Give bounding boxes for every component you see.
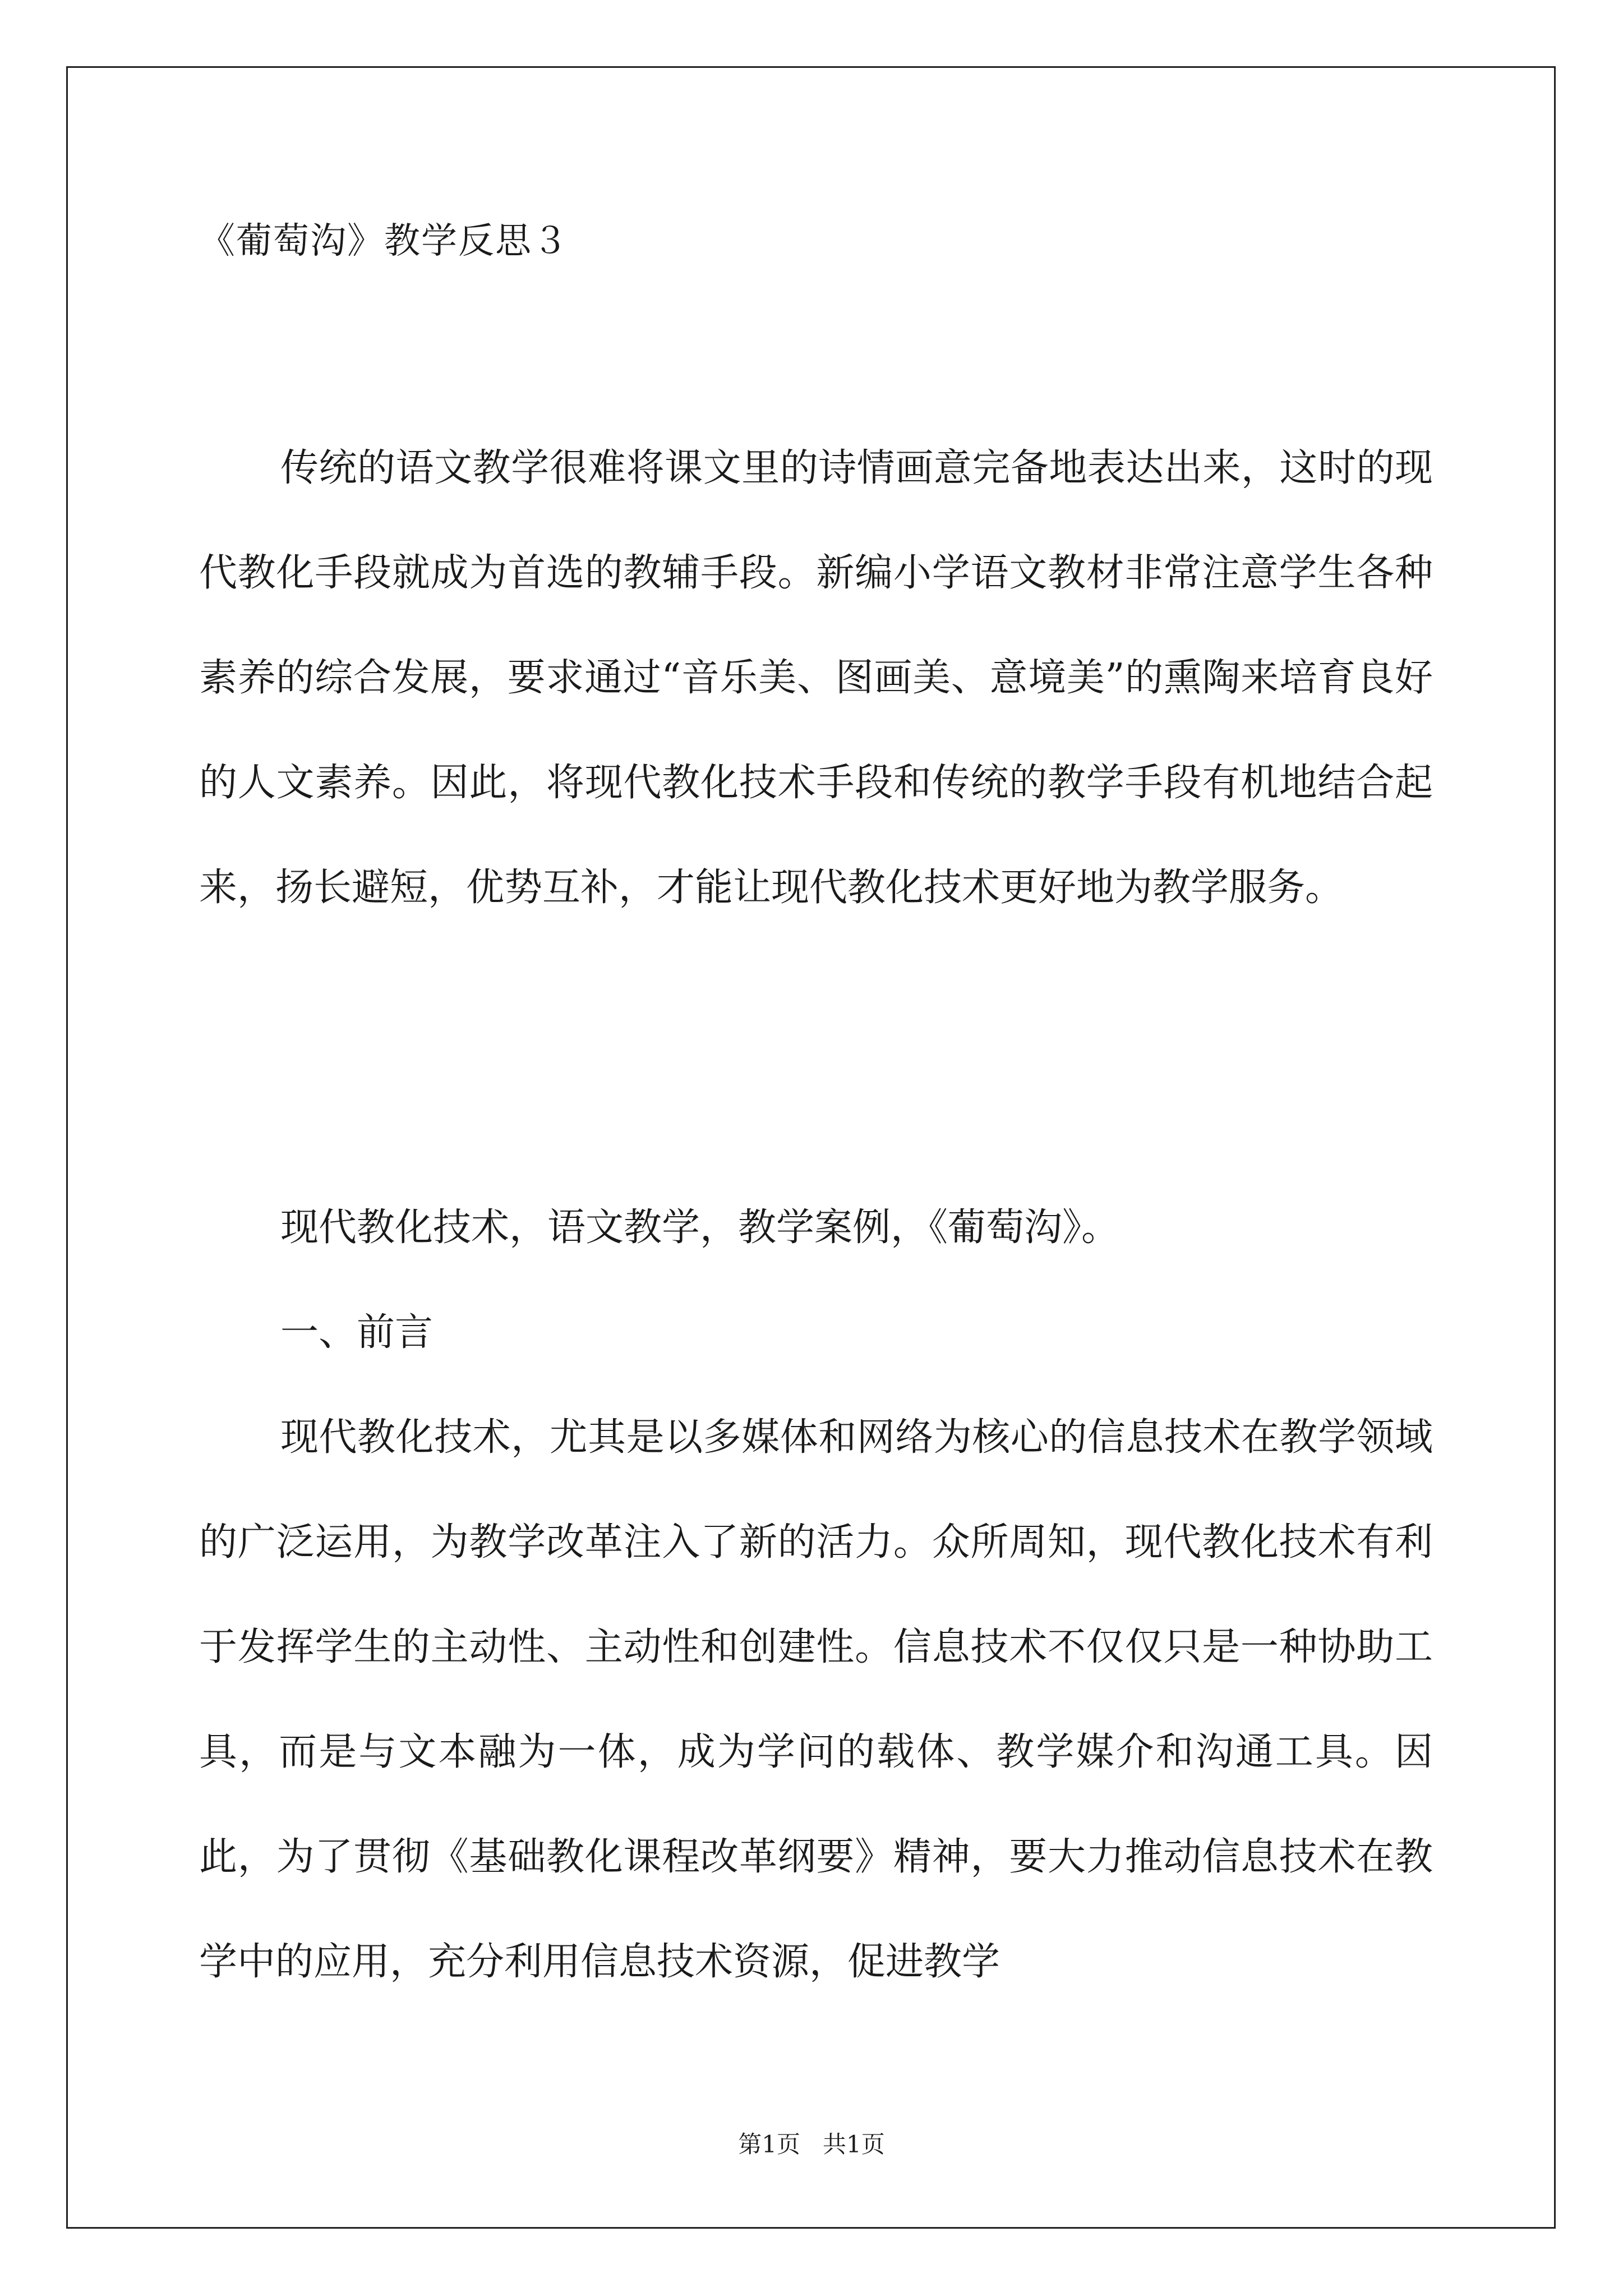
paragraph-keywords: 现代教化技术，语文教学，教学案例，《葡萄沟》。 [280, 1205, 1120, 1250]
page-footer: 第1页 共1页 [738, 2131, 885, 2158]
document-title: 《葡萄沟》教学反思３ [199, 220, 569, 262]
paragraph-preface-body: 现代教化技术，尤其是以多媒体和网络为核心的信息技术在教学领域的广泛运用，为教学改革注入了新的活力。众所周知，现代教化技术有利于发挥学生的主动性、主动性和创建性。信息技术不仅仅只是一种协助工具，而是与文本融为一体，成为学问的载体、教学媒介和沟通工具。因此，为了贯彻《基础教化课程改革纲要》精神，要大力推动信息技术在教学中的应用，充分利用信息技术资源，促进教学 [199, 1415, 1433, 1984]
section-heading-preface: 一、前言 [280, 1310, 434, 1355]
paragraph-intro: 传统的语文教学很难将课文里的诗情画意完备地表达出来，这时的现代教化手段就成为首选的教辅手段。新编小学语文教材非常注意学生各种素养的综合发展，要求通过“音乐美、图画美、意境美”的熏陶来培育良好的人文素养。因此，将现代教化技术手段和传统的教学手段有机地结合起来，扬长避短，优势互补，才能让现代教化技术更好地为教学服务。 [199, 446, 1433, 910]
